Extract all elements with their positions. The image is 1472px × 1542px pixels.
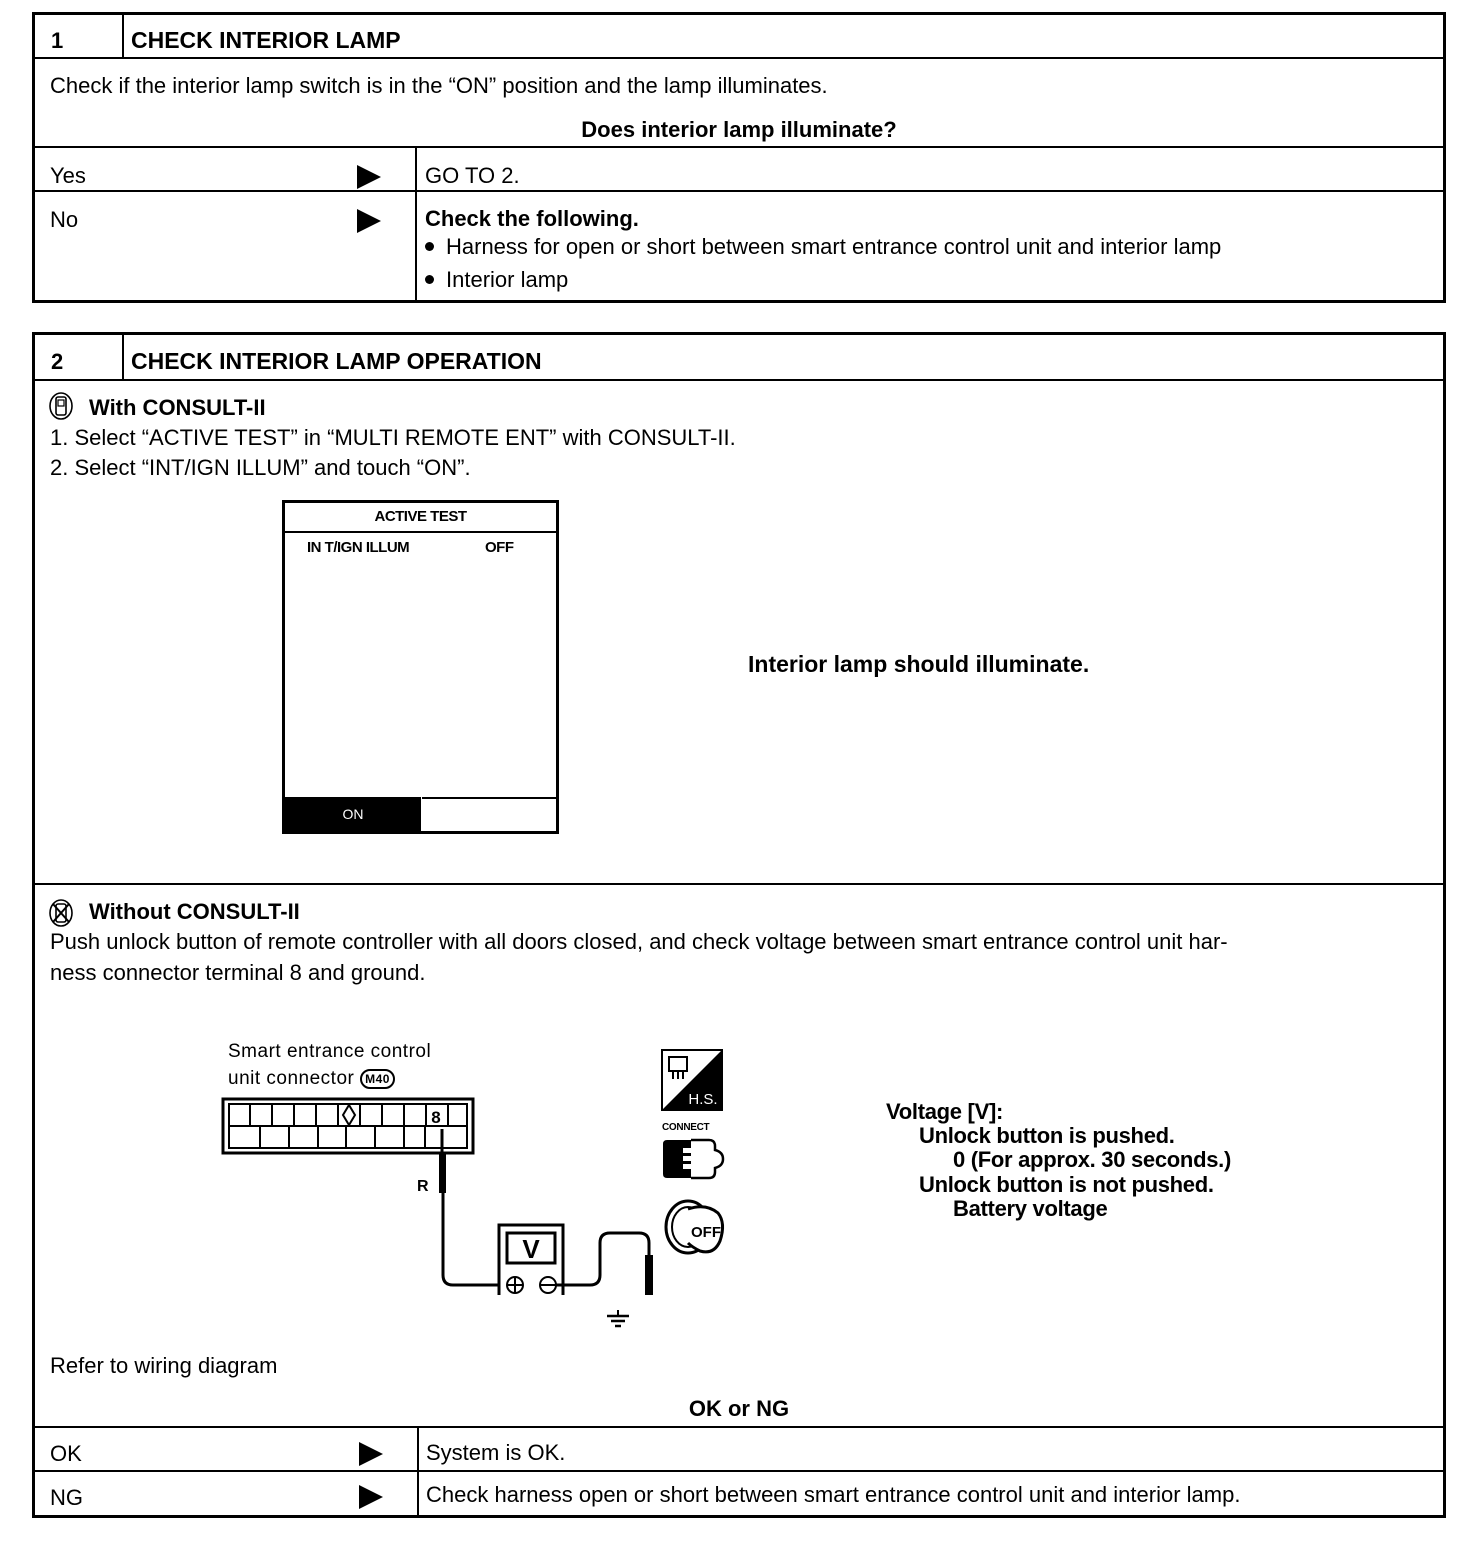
voltage-condition-1: Unlock button is pushed. (919, 1123, 1175, 1148)
svg-text:H.S.: H.S. (688, 1091, 718, 1108)
step-question: Does interior lamp illuminate? (581, 117, 897, 142)
ground-icon (603, 1310, 633, 1330)
harness-side-icon (661, 1049, 723, 1111)
voltage-measurement-diagram (215, 1095, 655, 1295)
screen-item-value: OFF (485, 539, 514, 556)
without-consult-text-1: Push unlock button of remote controller with all doors closed, and check voltage between smart entrance control unit har- (50, 929, 1228, 954)
expected-result: Interior lamp should illuminate. (748, 651, 1090, 677)
wiring-diagram-reference[interactable]: Refer to wiring diagram (50, 1353, 278, 1378)
result-label-ng: NG (50, 1485, 83, 1510)
svg-text:8: 8 (431, 1108, 441, 1127)
voltage-heading: Voltage [V]: (886, 1099, 1003, 1124)
screen-blank-button[interactable] (422, 797, 556, 831)
svg-text:R: R (417, 1178, 429, 1195)
result-action-no-title: Check the following. (425, 206, 639, 231)
no-consult-icon (49, 899, 73, 927)
consult-screen (282, 500, 559, 834)
ignition-off-icon (662, 1199, 728, 1259)
step-1-table (32, 12, 1446, 303)
consult-step-2: 2. Select “INT/IGN ILLUM” and touch “ON”. (50, 455, 471, 480)
result-action-ok: System is OK. (426, 1440, 566, 1465)
voltage-value-1: 0 (For approx. 30 seconds.) (953, 1147, 1231, 1172)
result-action-yes: GO TO 2. (425, 163, 520, 188)
with-consult-heading: With CONSULT-II (89, 395, 266, 420)
voltage-value-2: Battery voltage (953, 1196, 1108, 1221)
connect-icon (661, 1136, 725, 1182)
bullet-item: Harness for open or short between smart entrance control unit and interior lamp (425, 234, 1221, 260)
connector-label: unit connector M40 (228, 1065, 395, 1092)
screen-on-button[interactable]: ON (285, 797, 421, 831)
arrow-right-icon (359, 1442, 383, 1466)
svg-text:OFF: OFF (691, 1224, 721, 1241)
result-label-no: No (50, 207, 79, 232)
result-label-yes: Yes (50, 163, 86, 188)
step-title: CHECK INTERIOR LAMP OPERATION (131, 348, 542, 374)
step-2-table (32, 332, 1446, 1518)
connector-label: Smart entrance control (228, 1041, 432, 1062)
result-action-ng: Check harness open or short between smart entrance control unit and interior lamp. (426, 1482, 1241, 1507)
screen-title: ACTIVE TEST (285, 503, 556, 533)
consult-icon (49, 392, 73, 420)
without-consult-heading: Without CONSULT-II (89, 899, 300, 924)
connector-id-badge: M40 (360, 1069, 395, 1089)
consult-step-1: 1. Select “ACTIVE TEST” in “MULTI REMOTE ENT” with CONSULT-II. (50, 425, 736, 450)
bullet-icon (425, 242, 434, 251)
voltage-condition-2: Unlock button is not pushed. (919, 1172, 1214, 1197)
connect-label: CONNECT (662, 1122, 710, 1133)
screen-item-name: IN T/IGN ILLUM (307, 539, 410, 556)
bullet-icon (425, 275, 434, 284)
arrow-right-icon (357, 209, 381, 233)
arrow-right-icon (359, 1485, 383, 1509)
result-label-ok: OK (50, 1441, 82, 1466)
step-title: CHECK INTERIOR LAMP (131, 27, 401, 53)
arrow-right-icon (357, 165, 381, 189)
svg-text:V: V (522, 1234, 540, 1264)
step-instruction: Check if the interior lamp switch is in the “ON” position and the lamp illuminates. (50, 73, 828, 98)
step-number: 1 (51, 28, 64, 53)
without-consult-text-2: ness connector terminal 8 and ground. (50, 960, 426, 985)
step-question: OK or NG (688, 1396, 790, 1421)
bullet-item: Interior lamp (425, 267, 568, 293)
step-number: 2 (51, 349, 64, 374)
